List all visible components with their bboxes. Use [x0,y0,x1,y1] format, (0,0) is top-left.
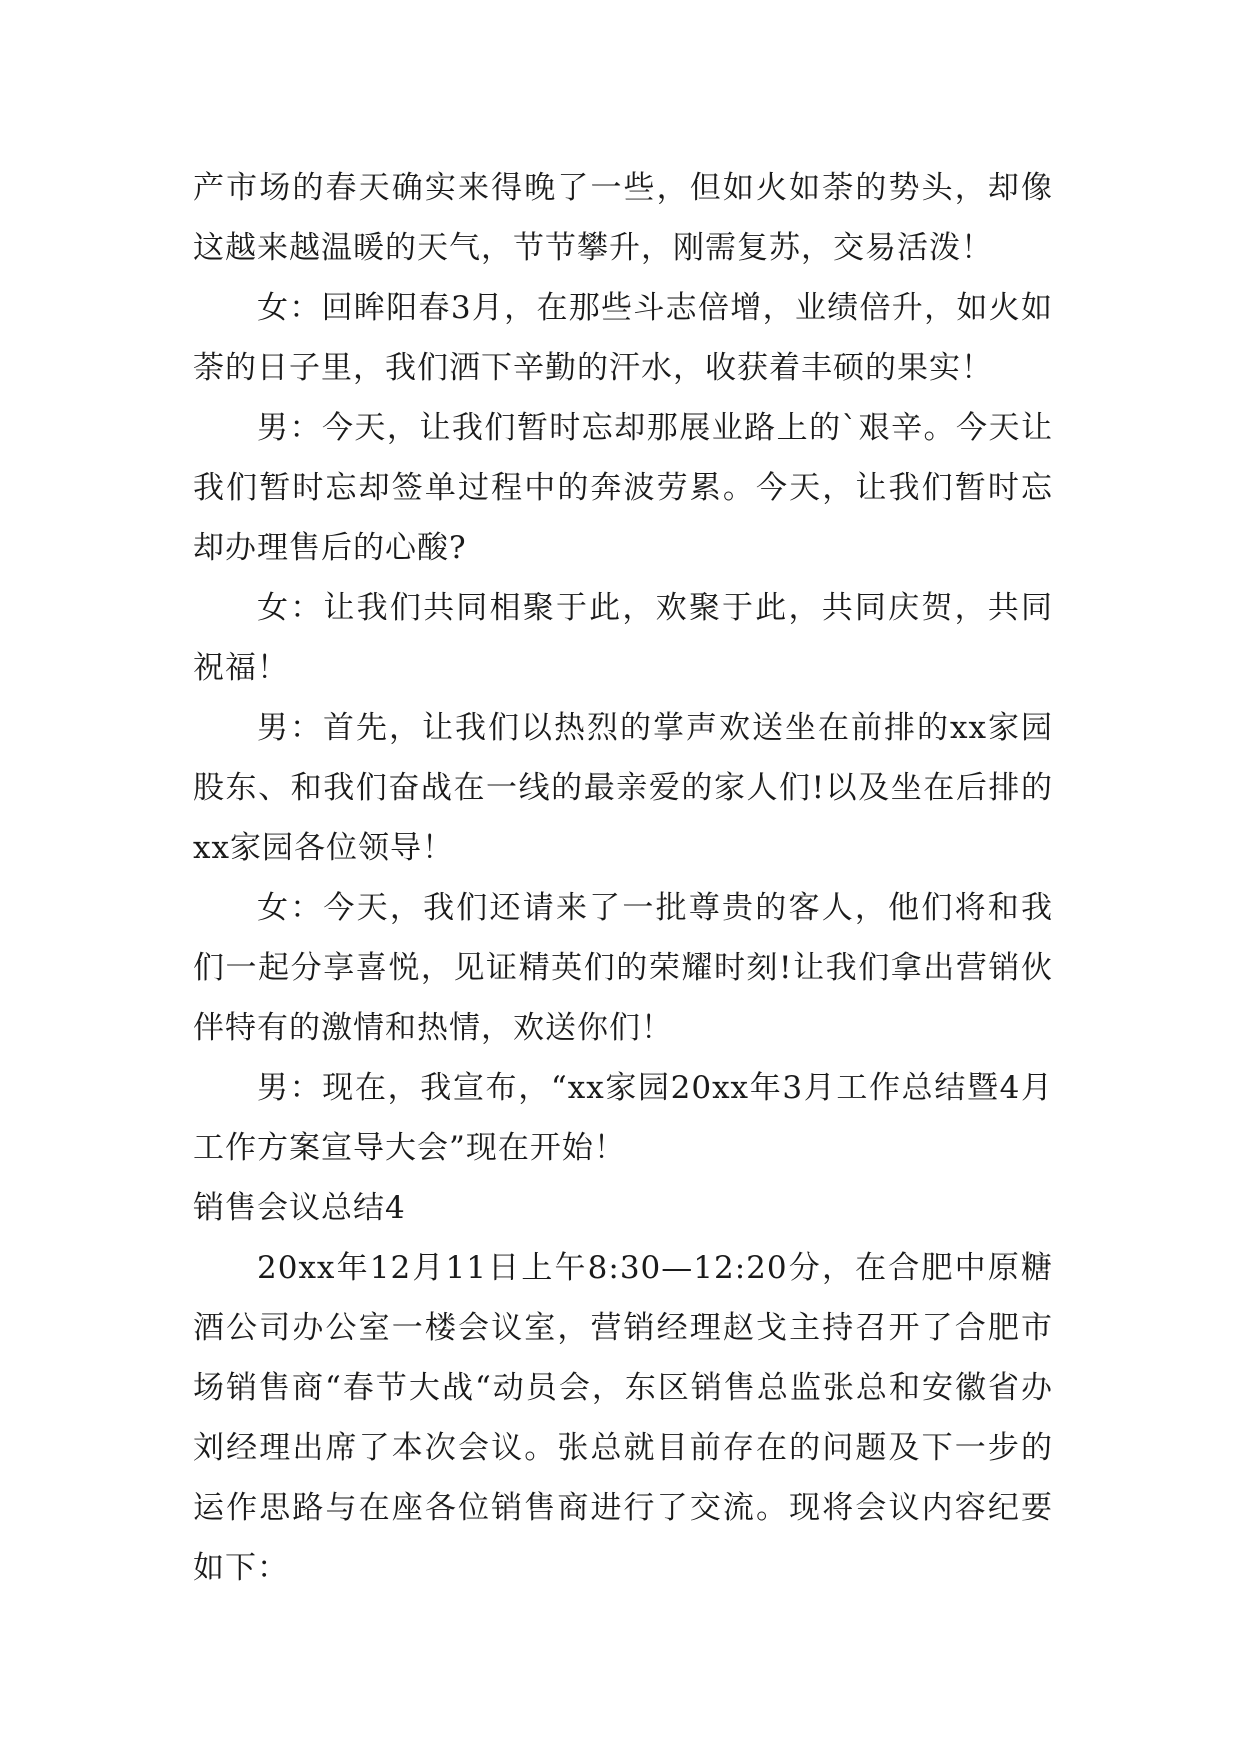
paragraph: 产市场的春天确实来得晚了一些，但如火如荼的势头，却像这越来越温暖的天气，节节攀升，刚需复苏，交易活泼！ [193,170,1053,266]
paragraph: 男：现在，我宣布，“xx家园20xx年3月工作总结暨4月工作方案宣导大会”现在开始！ [193,1070,1053,1166]
paragraph: 20xx年12月11日上午8:30—12:20分，在合肥中原糖酒公司办公室一楼会议室，营销经理赵戈主持召开了合肥市场销售商“春节大战“动员会，东区销售总监张总和安徽省办刘经理出席了本次会议。张总就目前存在的问题及下一步的运作思路与在座各位销售商进行了交流。现将会议内容纪要如下： [193,1250,1053,1586]
paragraph: 男：首先，让我们以热烈的掌声欢送坐在前排的xx家园股东、和我们奋战在一线的最亲爱的家人们!以及坐在后排的xx家园各位领导！ [193,710,1053,866]
paragraph: 女：今天，我们还请来了一批尊贵的客人，他们将和我们一起分享喜悦，见证精英们的荣耀时刻!让我们拿出营销伙伴特有的激情和热情，欢送你们！ [193,890,1053,1046]
document-body [193,158,1053,1598]
section-heading: 销售会议总结4 [193,1190,406,1226]
paragraph: 女：回眸阳春3月，在那些斗志倍增，业绩倍升，如火如荼的日子里，我们洒下辛勤的汗水，收获着丰硕的果实！ [193,290,1053,386]
paragraph: 女：让我们共同相聚于此，欢聚于此，共同庆贺，共同祝福！ [193,590,1053,686]
paragraph: 男：今天，让我们暂时忘却那展业路上的`艰辛。今天让我们暂时忘却签单过程中的奔波劳累。今天，让我们暂时忘却办理售后的心酸? [193,410,1053,566]
